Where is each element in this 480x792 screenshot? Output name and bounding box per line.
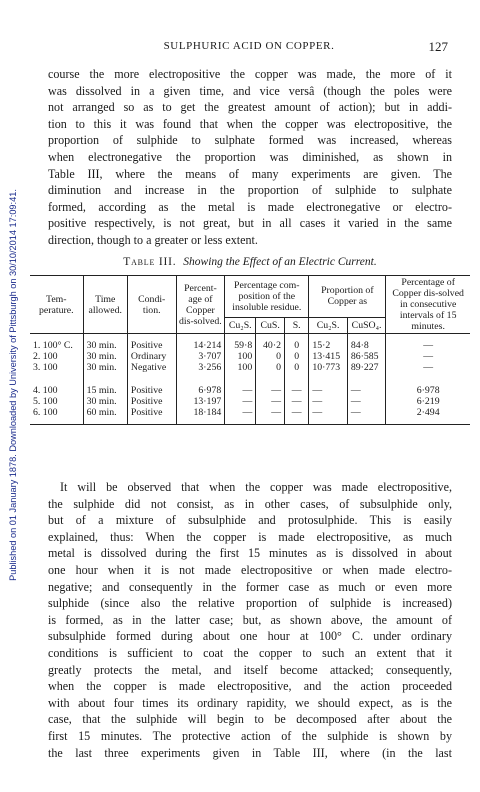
cell-consec: 6·219 xyxy=(386,396,470,407)
header-consecutive: Percentage of Copper dis-solved in consecutive intervals of 15 minutes. xyxy=(386,276,470,334)
temperature-value: 100 xyxy=(42,385,58,396)
cell-time: 30 min. xyxy=(83,334,127,352)
cell-pct: 13·197 xyxy=(176,396,225,407)
text-line: direction, though to a greater or less extent. xyxy=(48,232,258,247)
text-line: with about four times its ordinary rapidity, we should expect, as is the xyxy=(48,695,452,710)
cell-pcu2s: 10·773 xyxy=(309,362,347,379)
cell-temp xyxy=(30,407,83,425)
cell-time: 60 min. xyxy=(83,407,127,425)
cell-s: — xyxy=(285,396,309,407)
cell-time: 15 min. xyxy=(83,379,127,396)
header-cu2s: Cu₂S. xyxy=(225,317,256,333)
paragraph-discussion xyxy=(48,479,452,761)
row-number: 4. xyxy=(33,385,43,396)
row-number: 5. xyxy=(33,396,43,407)
header-temperature: Tem-perature. xyxy=(30,276,83,334)
cell-consec: — xyxy=(386,362,470,379)
cell-pcu2s: — xyxy=(309,379,347,396)
cell-pcuso4: — xyxy=(347,396,386,407)
text-line: formed, according as the metal is made electronegative or electro- xyxy=(48,199,452,214)
text-line: conditions is sufficient to coat the copper to such an extent that it xyxy=(48,645,452,660)
header-time: Time allowed. xyxy=(83,276,127,334)
text-line: but of a mixture of subsulphide and protosulphide. This is easily xyxy=(48,513,452,528)
cell-temp xyxy=(30,351,83,362)
row-number: 2. xyxy=(33,351,43,362)
cell-pct: 14·214 xyxy=(176,334,225,352)
cell-pcuso4: 86·585 xyxy=(347,351,386,362)
cell-time: 30 min. xyxy=(83,351,127,362)
cell-pcu2s: — xyxy=(309,407,347,425)
cell-cus: — xyxy=(256,407,285,425)
table-row xyxy=(30,396,470,407)
text-line: greatly protects the metal, and itself become attacked; consequently, xyxy=(48,662,452,677)
text-line: when the copper is made electropositive, and the action proceeded xyxy=(48,679,452,694)
text-line: sulphide (since also the relative proportion of sulphide is increased) xyxy=(48,596,452,611)
temperature-value: 100 xyxy=(42,351,58,362)
text-line: diminution and increase in the proportion of sulphide to sulphate xyxy=(48,183,452,198)
cell-pcu2s: — xyxy=(309,396,347,407)
cell-s: 0 xyxy=(285,351,309,362)
temperature-value: 100 xyxy=(42,407,58,418)
text-line: metal is dissolved during the first 15 minutes as is dissolved in about xyxy=(48,546,452,561)
text-line: one hour when it is not made electropositive or when made electro- xyxy=(48,562,452,577)
cell-cond: Positive xyxy=(127,396,176,407)
table-row xyxy=(30,362,470,379)
header-residue-group: Percentage com-position of the insoluble residue. xyxy=(225,276,309,318)
cell-cus: 0 xyxy=(256,351,285,362)
cell-pcuso4: — xyxy=(347,407,386,425)
table-row xyxy=(30,379,470,396)
table-row xyxy=(30,351,470,362)
cell-pct: 18·184 xyxy=(176,407,225,425)
cell-cu2s: — xyxy=(225,396,256,407)
cell-pcuso4: 84·8 xyxy=(347,334,386,352)
cell-consec: — xyxy=(386,334,470,352)
cell-pcu2s: 13·415 xyxy=(309,351,347,362)
text-line: proportion of sulphide to sulphate formed was increased, whereas xyxy=(48,133,452,148)
header-percent-dissolved: Percent-age of Copper dis-solved. xyxy=(176,276,225,334)
cell-cond: Negative xyxy=(127,362,176,379)
cell-cus: 0 xyxy=(256,362,285,379)
cell-temp xyxy=(30,362,83,379)
running-title: SULPHURIC ACID ON COPPER. xyxy=(163,40,335,52)
download-watermark xyxy=(0,0,26,792)
cell-time: 30 min. xyxy=(83,362,127,379)
header-prop-cu2s: Cu₂S. xyxy=(309,317,347,333)
cell-cond: Positive xyxy=(127,334,176,352)
table-title: Showing the Effect of an Electric Current. xyxy=(183,256,377,268)
text-line: It will be observed that when the copper was made electropositive, xyxy=(60,480,452,494)
header-cus: CuS. xyxy=(256,317,285,333)
text-line: is formed, as in the latter case; but, as shown above, the amount of xyxy=(48,612,452,627)
text-line: explained, thus: When the copper is made electropositive, as much xyxy=(48,529,452,544)
text-line: first 15 minutes. The protective action of the sulphide is shown by xyxy=(48,728,452,743)
text-line: negative; and consequently in the former case as much or even more xyxy=(48,579,452,594)
running-head xyxy=(48,40,450,56)
row-number: 1. xyxy=(33,340,43,351)
cell-cus: 40·2 xyxy=(256,334,285,352)
text-line: course the more electropositive the copper was made, the more of it xyxy=(48,67,452,81)
cell-cus: — xyxy=(256,379,285,396)
cell-temp xyxy=(30,396,83,407)
text-line: not arranged so as to get the greatest amount of action); but in addi- xyxy=(48,100,452,115)
table-row xyxy=(30,407,470,425)
page-number: 127 xyxy=(428,39,448,54)
cell-temp xyxy=(30,334,83,352)
cell-temp xyxy=(30,379,83,396)
cell-s: — xyxy=(285,379,309,396)
cell-pcuso4: — xyxy=(347,379,386,396)
cell-cond: Positive xyxy=(127,379,176,396)
header-proportion-group: Proportion of Copper as xyxy=(309,276,386,318)
cell-cu2s: — xyxy=(225,407,256,425)
row-number: 3. xyxy=(33,362,43,373)
cell-consec: 6·978 xyxy=(386,379,470,396)
paragraph-intro xyxy=(48,66,452,249)
cell-pct: 6·978 xyxy=(176,379,225,396)
cell-cu2s: 100 xyxy=(225,351,256,362)
row-number: 6. xyxy=(33,407,43,418)
text-line: tion to this it was found that when the copper was electropositive, the xyxy=(48,116,452,131)
text-line: subsulphide formed during about one hour at 100° C. under ordinary xyxy=(48,629,452,644)
cell-consec: 2·494 xyxy=(386,407,470,425)
watermark-text: Published on 01 January 1878. Downloaded by University of Pittsburgh on 30/10/2014 17:09:41. xyxy=(8,189,18,581)
header-s: S. xyxy=(285,317,309,333)
cell-cus: — xyxy=(256,396,285,407)
table-row xyxy=(30,334,470,352)
cell-cu2s: 59·8 xyxy=(225,334,256,352)
cell-pct: 3·707 xyxy=(176,351,225,362)
header-condition: Condi-tion. xyxy=(127,276,176,334)
text-line: when electronegative the proportion was diminished, as shown in xyxy=(48,149,452,164)
cell-s: 0 xyxy=(285,334,309,352)
text-line: Table III, where the means of many experiments are given. The xyxy=(48,166,452,181)
temperature-value: 100 xyxy=(42,396,58,407)
text-line: positive respectively, is not great, but in all cases it varied in the same xyxy=(48,216,452,231)
cell-pct: 3·256 xyxy=(176,362,225,379)
results-table xyxy=(30,275,470,425)
cell-pcu2s: 15·2 xyxy=(309,334,347,352)
temperature-value: 100° C. xyxy=(42,340,73,351)
cell-s: 0 xyxy=(285,362,309,379)
text-line: was dissolved in a given time, and vice versâ (though the poles were xyxy=(48,83,452,98)
text-line: the last three experiments given in Table III, where (in the last xyxy=(48,745,452,760)
cell-time: 30 min. xyxy=(83,396,127,407)
cell-s: — xyxy=(285,407,309,425)
cell-cu2s: 100 xyxy=(225,362,256,379)
text-line: case, that the sulphide will begin to be decomposed after about the xyxy=(48,712,452,727)
cell-cond: Ordinary xyxy=(127,351,176,362)
table-caption xyxy=(48,256,452,268)
cell-consec: — xyxy=(386,351,470,362)
table-label: Table III. xyxy=(123,256,177,268)
text-line: the sulphide did not consist, as in other cases, of subsulphide only, xyxy=(48,496,452,511)
temperature-value: 100 xyxy=(42,362,58,373)
cell-pcuso4: 89·227 xyxy=(347,362,386,379)
cell-cond: Positive xyxy=(127,407,176,425)
header-prop-cuso4: CuSO₄. xyxy=(347,317,386,333)
cell-cu2s: — xyxy=(225,379,256,396)
